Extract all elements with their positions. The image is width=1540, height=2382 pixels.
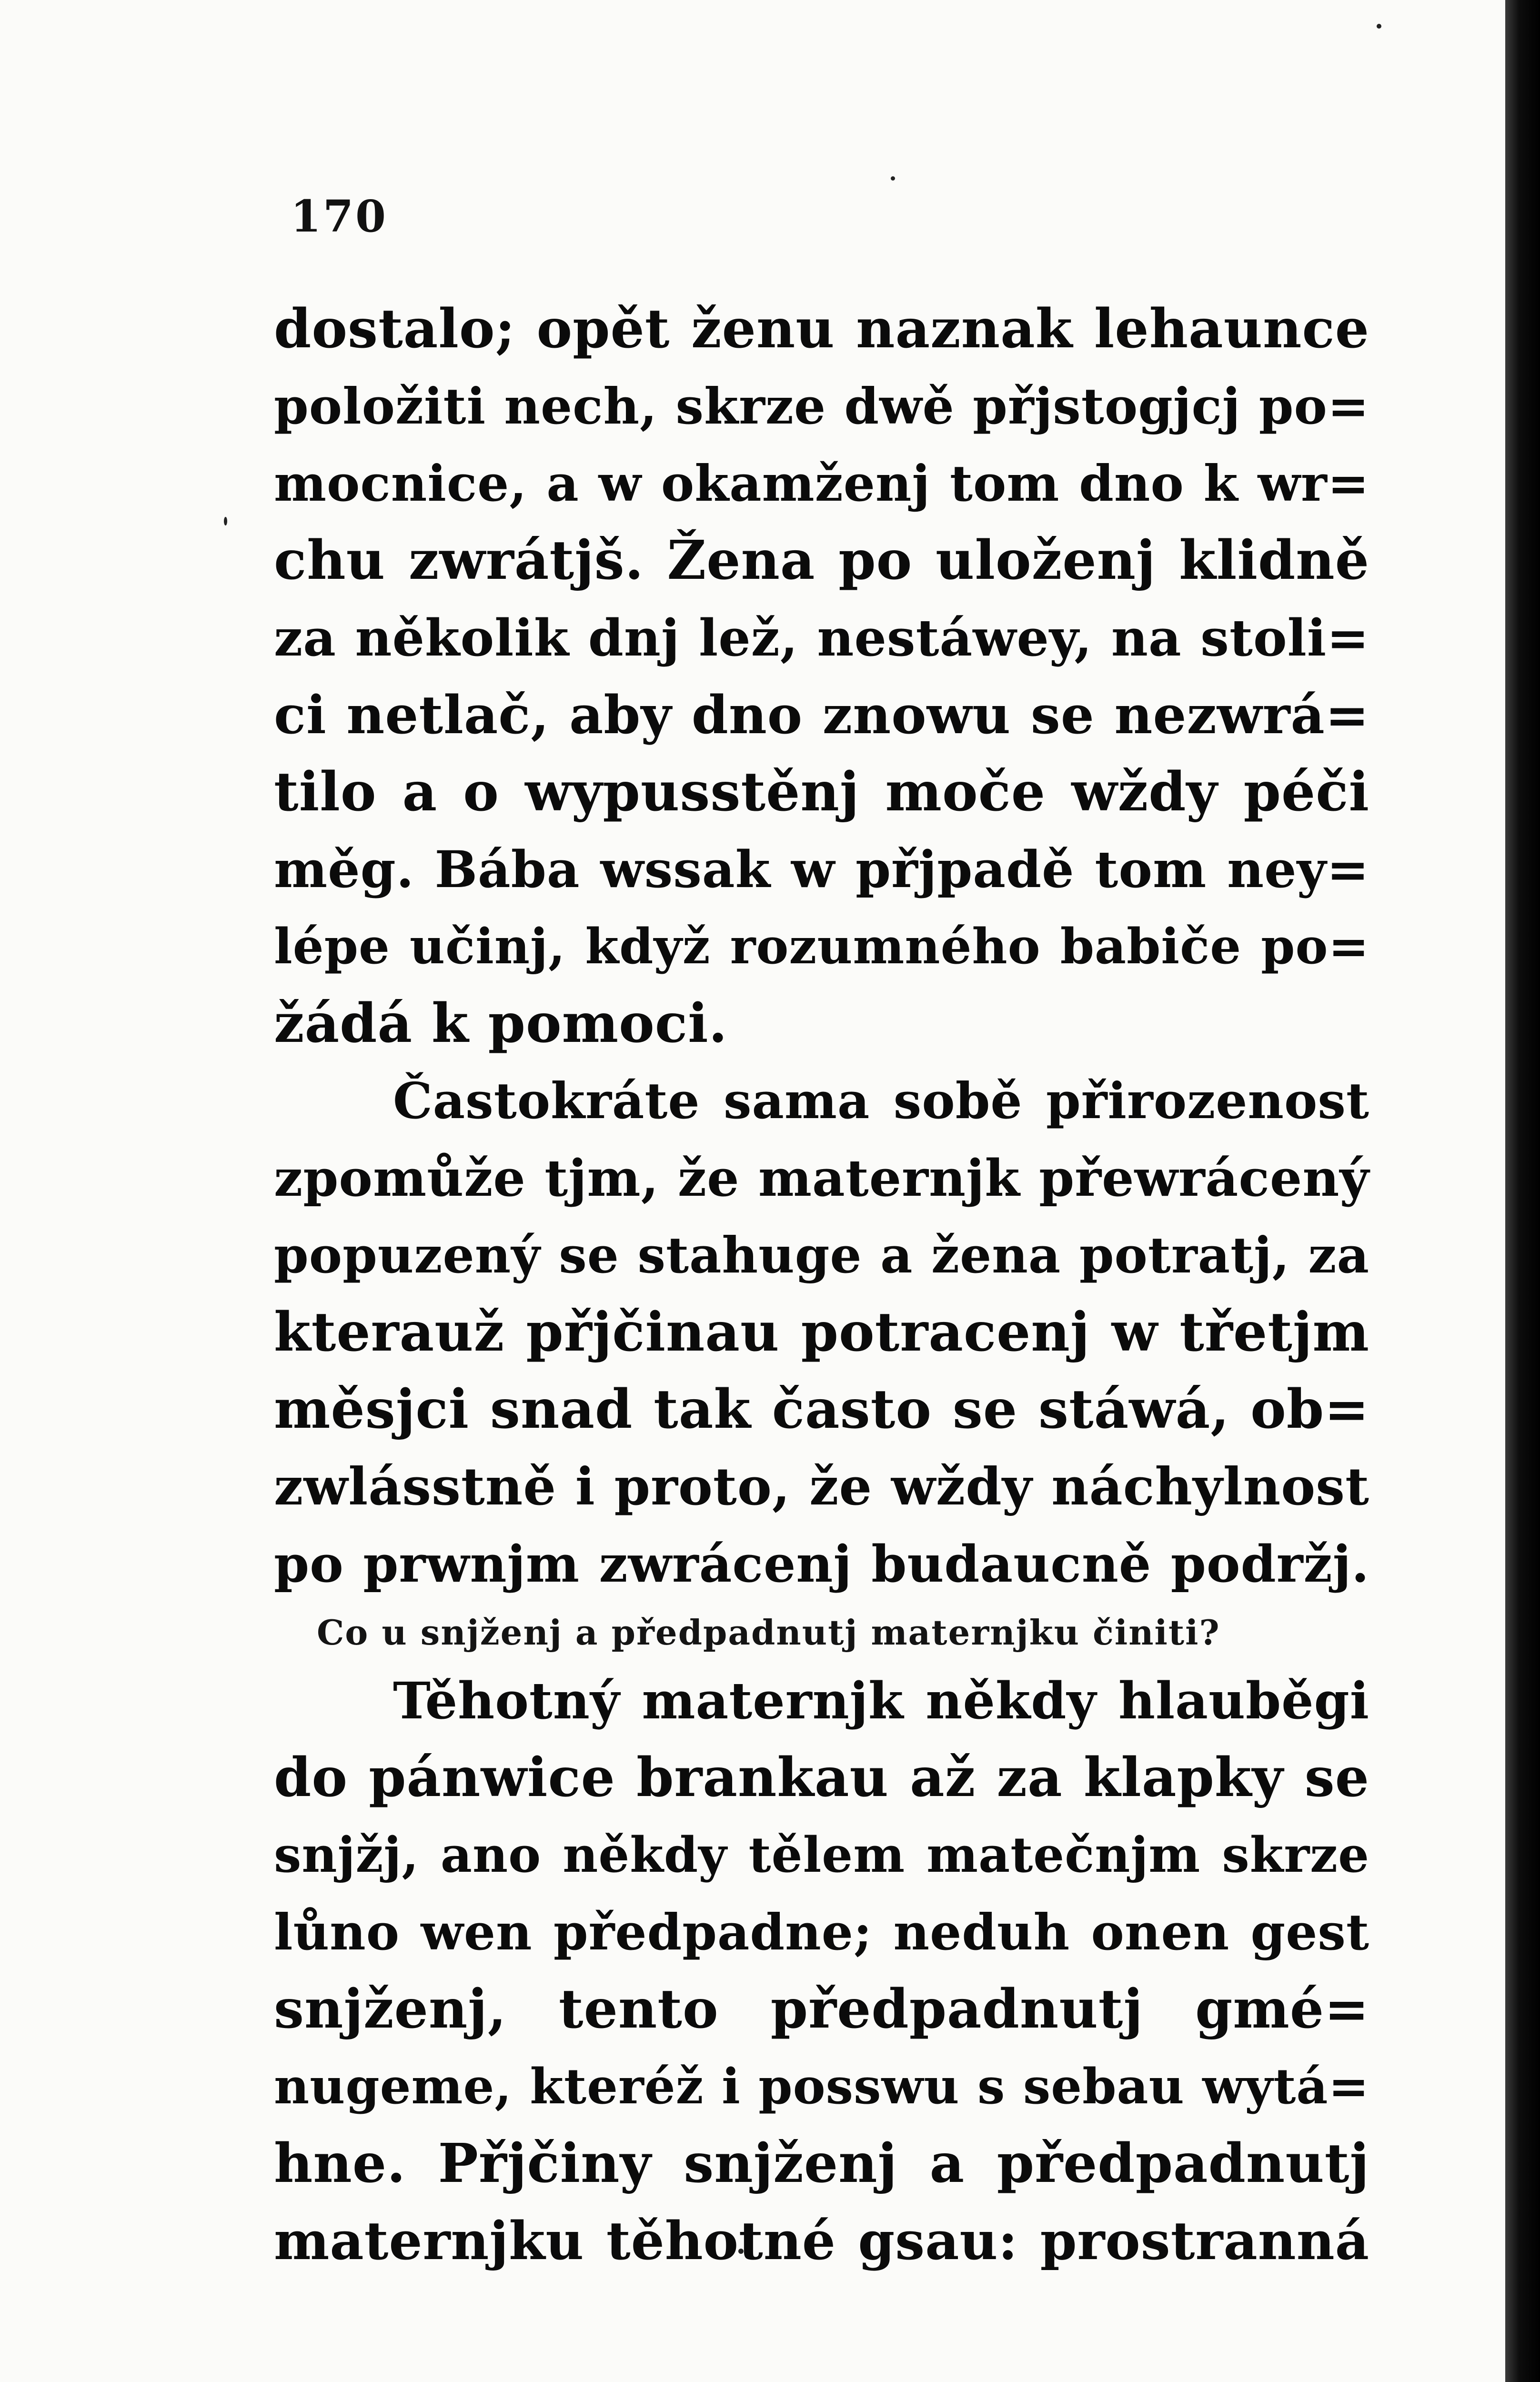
- paragraph-3: [274, 1662, 1369, 2280]
- ink-speck: [1377, 24, 1381, 29]
- text-line: měg. Bába wssak w přjpadě tom ney=: [274, 839, 1369, 899]
- text-line: Těhotný maternjk někdy hlauběgi: [393, 1671, 1369, 1730]
- text-line: tilo a o wypusstěnj moče wždy péči: [274, 761, 1369, 823]
- page-edge-shadow: [1505, 0, 1540, 2382]
- text-line: do pánwice brankau až za klapky se: [274, 1746, 1369, 1809]
- body-text: [274, 291, 1369, 2280]
- text-line: položiti nech, skrze dwě přjstogjcj po=: [274, 377, 1369, 435]
- text-line: nugeme, kteréž i posswu s sebau wytá=: [274, 2058, 1369, 2115]
- text-line: za několik dnj lež, nestáwey, na stoli=: [274, 608, 1369, 667]
- text-line: maternjku těhotné gsau: prostranná: [274, 2210, 1369, 2271]
- text-line: mocnice, a w okamženj tom dno k wr=: [274, 454, 1369, 513]
- text-line: popuzený se stahuge a žena potratj, za: [274, 1226, 1369, 1284]
- paragraph-1: [274, 291, 1369, 1062]
- text-line: zpomůže tjm, že maternjk přewrácený: [274, 1148, 1369, 1208]
- text-line: Častokráte sama sobě přirozenost: [393, 1071, 1369, 1130]
- text-line: žádá k pomoci.: [274, 992, 728, 1055]
- text-line: snjžj, ano někdy tělem matečnjm skrze: [274, 1827, 1369, 1884]
- text-line: lůno wen předpadne; neduh onen gest: [274, 1903, 1369, 1961]
- text-line: dostalo; opět ženu naznak lehaunce: [274, 298, 1369, 360]
- ink-speck: [891, 176, 895, 181]
- paragraph-2: [274, 1062, 1369, 1603]
- text-line: chu zwrátjš. Žena po uloženj klidně: [274, 529, 1369, 592]
- text-line: kterauž přjčinau potracenj w třetjm: [274, 1301, 1369, 1363]
- text-line: lépe učinj, když rozumného babiče po=: [274, 918, 1369, 975]
- page-number: 170: [291, 191, 388, 242]
- text-line: zwlásstně i proto, že wždy náchylnost: [274, 1457, 1369, 1517]
- section-heading: Co u snjženj a předpadnutj maternjku činiti?: [317, 1612, 1220, 1653]
- text-line: snjženj, tento předpadnutj gmé=: [274, 1978, 1369, 2040]
- text-line: měsjci snad tak často se stáwá, ob=: [274, 1378, 1369, 1441]
- ink-speck: [224, 517, 227, 525]
- text-line: po prwnjm zwrácenj budaucně podržj.: [274, 1534, 1369, 1594]
- text-line: ci netlač, aby dno znowu se nezwrá=: [274, 684, 1369, 746]
- text-line: hne. Přjčiny snjženj a předpadnutj: [274, 2132, 1369, 2195]
